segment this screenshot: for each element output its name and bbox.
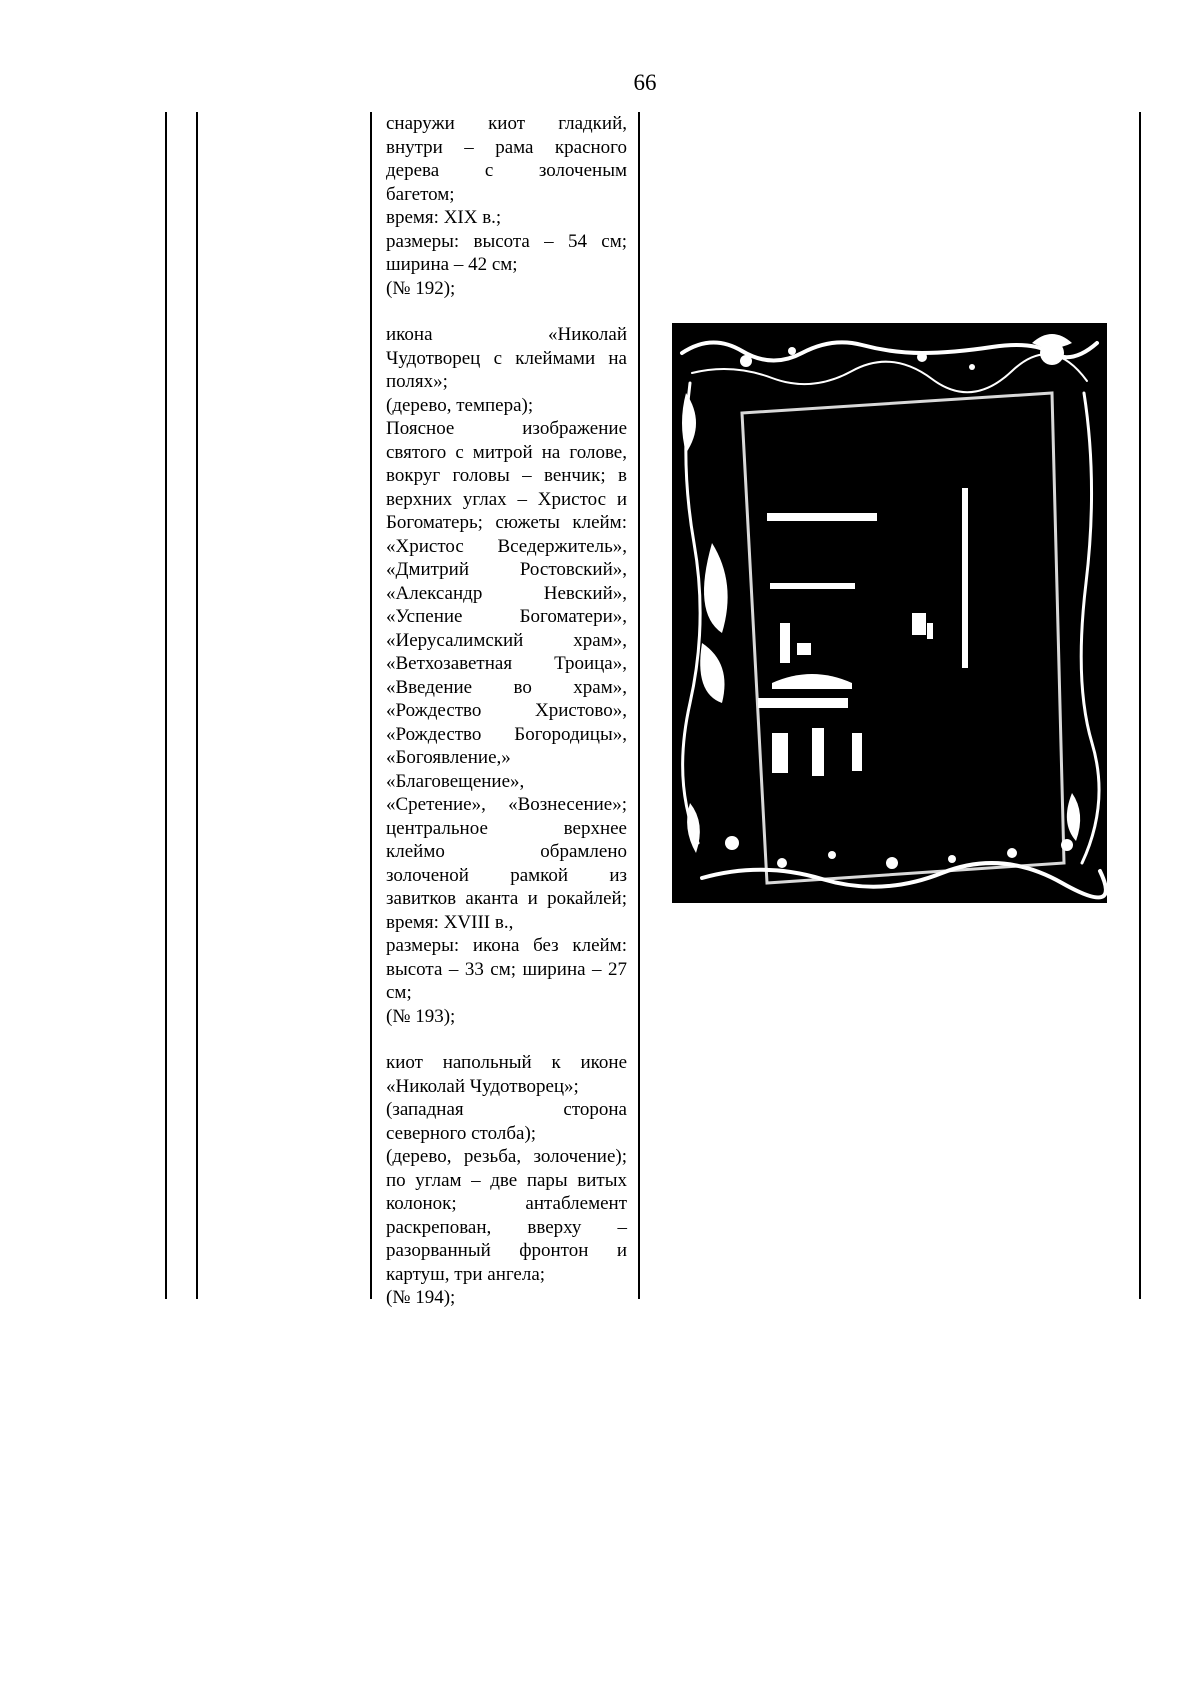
entry-192: [386, 112, 627, 300]
description-column: [386, 112, 627, 1310]
text-line: «Рождество Богородицы»,: [386, 723, 627, 745]
text-line: Богоматерь; сюжеты клейм:: [386, 512, 627, 533]
text-line: (западная сторона: [386, 1099, 627, 1120]
text-line: Чудотворец с клеймами на: [386, 347, 627, 369]
text-line: «Христос Вседержитель»,: [386, 535, 627, 557]
text-line: (№ 194);: [386, 1287, 456, 1308]
text-line: киот напольный к иконе: [386, 1052, 627, 1073]
text-line: центральное верхнее: [386, 817, 627, 839]
text-line: «Александр Невский»,: [386, 582, 627, 604]
text-line: верхних углах – Христос и: [386, 488, 627, 510]
text-line: «Успение Богоматери»,: [386, 606, 627, 627]
text-line: (№ 193);: [386, 1005, 456, 1027]
text-line: (№ 192);: [386, 277, 456, 299]
text-line: золоченой рамкой из: [386, 864, 627, 886]
text-line: внутри – рама красного: [386, 136, 627, 158]
text-line: размеры: икона без клейм:: [386, 935, 627, 956]
text-line: завитков аканта и рокайлей;: [386, 888, 627, 909]
text-line: (дерево, резьба, золочение);: [386, 1146, 627, 1167]
text-line: Поясное изображение: [386, 418, 627, 439]
text-line: «Иерусалимский храм»,: [386, 629, 627, 651]
text-line: раскрепован, вверху –: [386, 1216, 627, 1238]
text-line: «Рождество Христово»,: [386, 700, 627, 721]
text-line: «Дмитрий Ростовский»,: [386, 559, 627, 580]
text-line: икона «Николай: [386, 324, 627, 345]
text-line: святого с митрой на голове,: [386, 441, 627, 463]
text-line: см;: [386, 982, 412, 1003]
text-line: «Николай Чудотворец»;: [386, 1075, 579, 1097]
entry-194: [386, 1051, 627, 1310]
text-line: «Богоявление,»: [386, 747, 511, 768]
text-line: размеры: высота – 54 см;: [386, 230, 627, 252]
text-line: «Сретение», «Вознесение»;: [386, 794, 627, 815]
text-line: (дерево, темпера);: [386, 394, 534, 416]
text-line: разорванный фронтон и: [386, 1240, 627, 1261]
text-line: высота – 33 см; ширина – 27: [386, 958, 627, 980]
entry-193: [386, 323, 627, 1028]
text-line: багетом;: [386, 183, 455, 205]
text-line: «Ветхозаветная Троица»,: [386, 653, 627, 674]
text-line: колонок; антаблемент: [386, 1193, 627, 1214]
text-line: полях»;: [386, 371, 448, 392]
table-border-right: [1139, 112, 1141, 1299]
text-line: северного столба);: [386, 1122, 537, 1144]
text-line: клеймо обрамлено: [386, 841, 627, 862]
text-line: ширина – 42 см;: [386, 254, 518, 275]
icon-photograph-image: [672, 323, 1107, 903]
text-line: дерева с золоченым: [386, 160, 627, 181]
text-line: время: XIX в.;: [386, 207, 502, 228]
text-line: время: XVIII в.,: [386, 911, 514, 933]
text-line: по углам – две пары витых: [386, 1169, 627, 1191]
page-number: 66: [633, 70, 657, 95]
text-line: снаружи киот гладкий,: [386, 113, 627, 134]
table-border-left-inner: [196, 112, 198, 1299]
table-column-divider-2: [638, 112, 640, 1299]
text-line: «Введение во храм»,: [386, 676, 627, 698]
text-line: вокруг головы – венчик; в: [386, 465, 627, 486]
table-column-divider-1: [370, 112, 372, 1299]
table-border-left-outer: [165, 112, 167, 1299]
text-line: картуш, три ангела;: [386, 1263, 546, 1285]
text-line: «Благовещение»,: [386, 770, 525, 792]
icon-photograph: [672, 323, 1107, 903]
